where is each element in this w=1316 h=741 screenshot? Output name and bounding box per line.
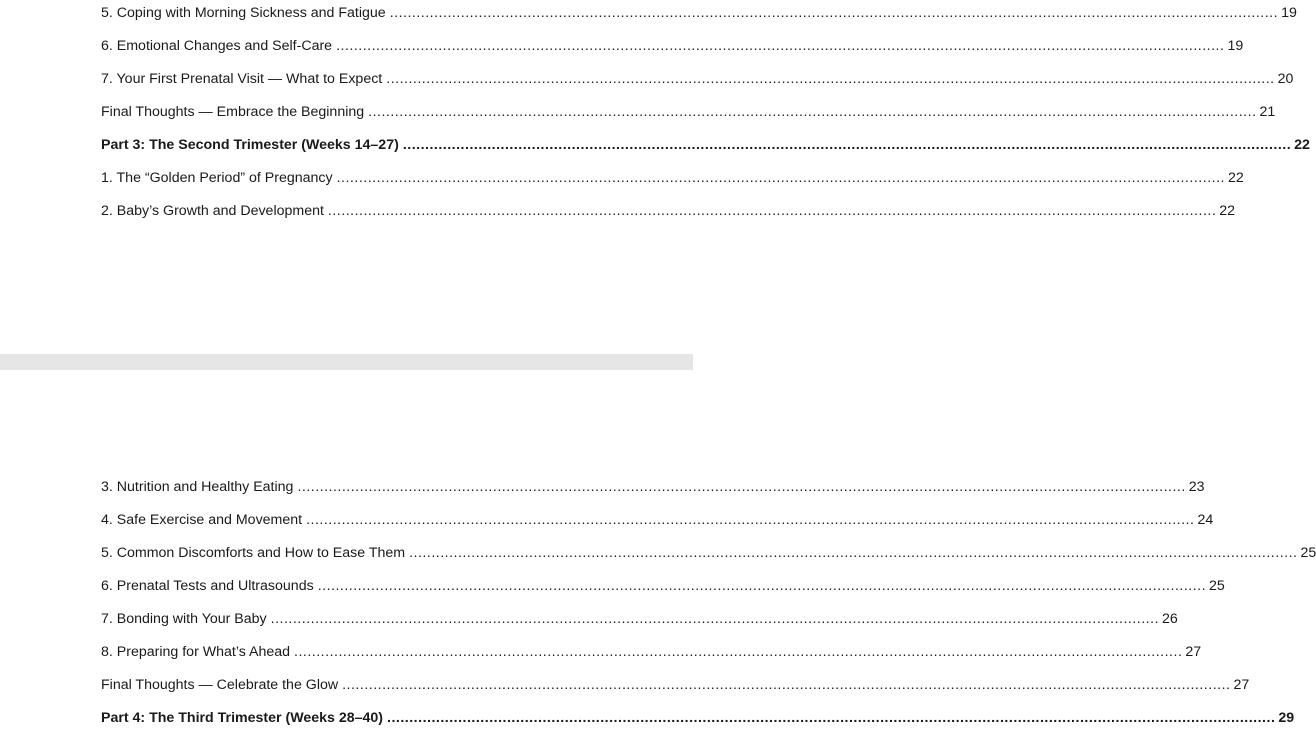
toc-entry[interactable] (101, 642, 1202, 662)
toc-dot-leader: ........................................................................................................................................................................................................ (387, 710, 1276, 726)
toc-entry[interactable] (101, 477, 1205, 497)
toc-entry-title: Part 4: The Third Trimester (Weeks 28–40) (101, 710, 384, 726)
toc-entry[interactable] (101, 3, 1297, 23)
toc-entry[interactable] (101, 102, 1276, 122)
toc-part-heading[interactable] (101, 708, 1295, 728)
toc-entry-page-number: 26 (1162, 611, 1178, 627)
toc-dot-leader: ........................................................................................................................................................................................................ (402, 137, 1292, 153)
toc-entry-page-number: 22 (1219, 203, 1236, 219)
toc-entry[interactable] (101, 675, 1250, 695)
toc-dot-leader: ........................................................................................................................................................................................................ (389, 5, 1279, 21)
toc-dot-leader: ........................................................................................................................................................................................................ (327, 203, 1217, 219)
toc-dot-leader: ........................................................................................................................................................................................................ (336, 170, 1225, 186)
toc-entry-page-number: 19 (1281, 5, 1297, 21)
toc-entry-title: 6. Prenatal Tests and Ultrasounds (101, 578, 314, 594)
toc-dot-leader: ........................................................................................................................................................................................................ (342, 677, 1231, 693)
toc-entry-page-number: 22 (1227, 170, 1244, 186)
toc-part-heading[interactable] (101, 135, 1310, 155)
document-page-2 (0, 370, 1316, 741)
toc-entry[interactable] (101, 168, 1244, 188)
toc-entry-page-number: 25 (1209, 578, 1225, 594)
toc-dot-leader: ........................................................................................................................................................................................................ (317, 578, 1207, 594)
toc-entry-title: 5. Coping with Morning Sickness and Fatigue (101, 5, 386, 21)
toc-entry-title: 7. Bonding with Your Baby (101, 611, 267, 627)
toc-entry-page-number: 22 (1294, 137, 1310, 153)
toc-entry[interactable] (101, 510, 1214, 530)
toc-entry-title: 7. Your First Prenatal Visit — What to Expect (101, 71, 383, 87)
toc-entry-page-number: 23 (1188, 479, 1205, 495)
toc-entry-title: 3. Nutrition and Healthy Eating (101, 479, 294, 495)
toc-entry-title: 5. Common Discomforts and How to Ease Them (101, 545, 406, 561)
toc-dot-leader: ........................................................................................................................................................................................................ (336, 38, 1225, 54)
toc-entry[interactable] (101, 69, 1294, 89)
toc-dot-leader: ........................................................................................................................................................................................................ (294, 644, 1183, 660)
toc-entry-title: 6. Emotional Changes and Self-Care (101, 38, 333, 54)
toc-entry[interactable] (101, 543, 1316, 563)
toc-entry-title: 4. Safe Exercise and Movement (101, 512, 303, 528)
toc-entry-page-number: 27 (1233, 677, 1250, 693)
toc-entry-page-number: 20 (1277, 71, 1294, 87)
toc-entry-title: 1. The “Golden Period” of Pregnancy (101, 170, 333, 186)
toc-dot-leader: ........................................................................................................................................................................................................ (306, 512, 1195, 528)
toc-entry-page-number: 19 (1227, 38, 1244, 54)
toc-dot-leader: ........................................................................................................................................................................................................ (368, 104, 1257, 120)
toc-entry-page-number: 27 (1185, 644, 1202, 660)
toc-dot-leader: ........................................................................................................................................................................................................ (297, 479, 1186, 495)
toc-entry-title: Final Thoughts — Celebrate the Glow (101, 677, 339, 693)
toc-entry-page-number: 24 (1197, 512, 1214, 528)
toc-entry-title: 2. Baby’s Growth and Development (101, 203, 324, 219)
toc-entry[interactable] (101, 609, 1178, 629)
toc-dot-leader: ........................................................................................................................................................................................................ (270, 611, 1160, 627)
document-page-1 (0, 0, 1310, 354)
toc-entry-title: Final Thoughts — Embrace the Beginning (101, 104, 365, 120)
toc-dot-leader: ........................................................................................................................................................................................................ (386, 71, 1275, 87)
toc-entry[interactable] (101, 36, 1244, 56)
toc-dot-leader: ........................................................................................................................................................................................................ (409, 545, 1298, 561)
toc-entry[interactable] (101, 201, 1236, 221)
toc-entry-title: 8. Preparing for What’s Ahead (101, 644, 291, 660)
page-break-gap (0, 354, 693, 370)
toc-entry-page-number: 29 (1278, 710, 1295, 726)
toc-entry[interactable] (101, 576, 1225, 596)
toc-entry-title: Part 3: The Second Trimester (Weeks 14–27) (101, 137, 399, 153)
toc-entry-page-number: 21 (1259, 104, 1276, 120)
toc-entry-page-number: 25 (1300, 545, 1316, 561)
